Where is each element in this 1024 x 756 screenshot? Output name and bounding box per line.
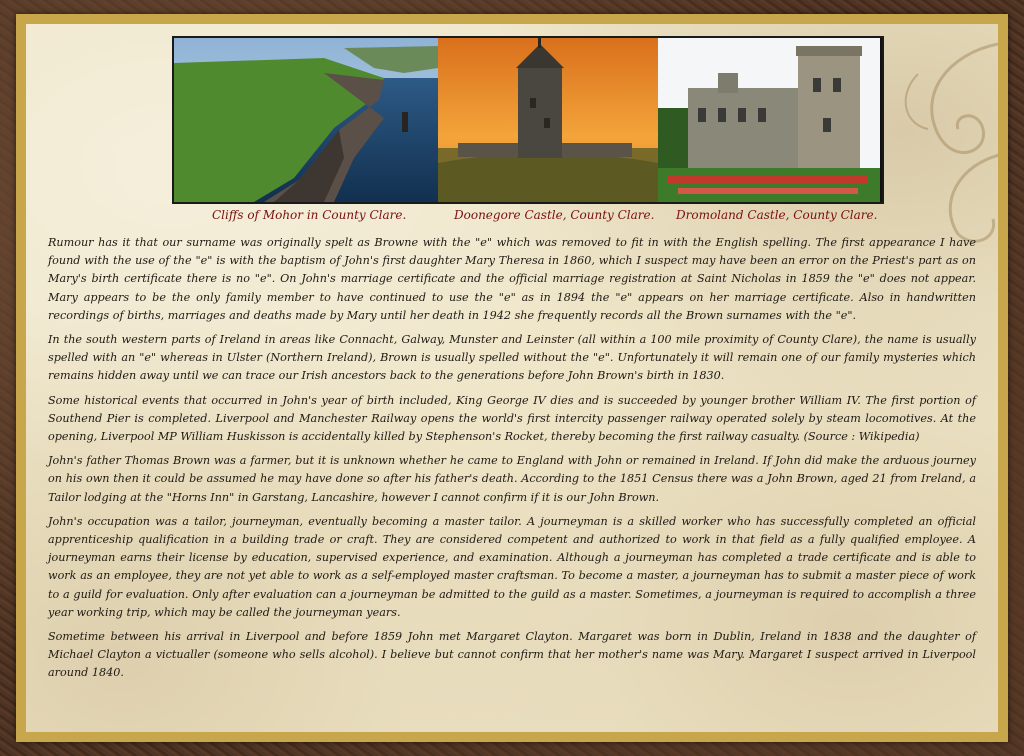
article-body	[48, 234, 976, 689]
doonegore-castle-photo	[438, 38, 658, 202]
paragraph-surname-spelling: Rumour has it that our surname was originally spelt as Browne with the "e" which was removed to fit in with the English spelling. The first appearance I have found with the use of the "e" is with the baptism of John's first daughter Mary Theresa in 1860, which I suspect may have been an error on the Priest's part as on Mary's birth certificate there is no "e". On John's marriage certificate and the official marriage registration at Saint Nicholas in 1859 the "e" does not appear. Mary appears to be the only family member to have continued to use the "e" as in 1894 the "e" appears on her marriage certificate. Also in handwritten recordings of births, marriages and deaths made by Mary until her death in 1942 she frequently records all the Brown surnames with the "e".	[48, 236, 976, 322]
paragraph-historical-events: Some historical events that occurred in John's year of birth included, King George IV dies and is succeeded by younger brother William IV. The first portion of Southend Pier is completed. Liverpool and Manchester Railway opens the world's first intercity passenger railway operated solely by steam locomotives. At the opening, Liverpool MP William Huskisson is accidentally killed by Stephenson's Rocket, thereby becoming the first railway casualty. (Source : Wikipedia)	[48, 393, 976, 444]
paragraph-father: John's father Thomas Brown was a farmer, but it is unknown whether he came to England with John or remained in Ireland. If John did make the arduous journey on his own then it could be assumed he may have done so after his father's death. According to the 1851 Census there was a John Brown, aged 21 from Ireland, a Tailor lodging at the "Horns Inn" in Garstang, Lancashire, however I cannot confirm if it is our John Brown.	[48, 454, 976, 504]
caption-doonegore-castle: Doonegore Castle, County Clare.	[454, 208, 655, 222]
cliffs-of-mohor-photo	[174, 38, 438, 202]
dromoland-castle-photo	[658, 38, 880, 202]
paragraph-regional-spelling: In the south western parts of Ireland in areas like Connacht, Galway, Munster and Leinster (all within a 100 mile proximity of County Clare), the name is usually spelled with an "e" whereas in Ulster (Northern Ireland), Brown is usually spelled without the "e". Unfortunately it will remain one of our family mysteries which remains hidden away until we can trace our Irish ancestors back to the generations before John Brown's birth in 1830.	[48, 333, 976, 383]
photo-strip	[172, 36, 884, 204]
caption-cliffs-of-mohor: Cliffs of Mohor in County Clare.	[212, 208, 407, 222]
paragraph-margaret-clayton: Sometime between his arrival in Liverpool and before 1859 John met Margaret Clayton. Margaret was born in Dublin, Ireland in 1838 and the daughter of Michael Clayton a victualler (someone who sells alcohol). I believe but cannot confirm that her mother's name was Mary. Margaret I suspect arrived in Liverpool around 1840.	[48, 630, 976, 680]
photo-captions	[172, 208, 880, 224]
caption-dromoland-castle: Dromoland Castle, County Clare.	[676, 208, 878, 222]
paragraph-occupation: John's occupation was a tailor, journeyman, eventually becoming a master tailor. A journeyman is a skilled worker who has successfully completed an official apprenticeship qualification in a building trade or craft. They are considered competent and authorized to work in that field as a fully qualified employee. A journeyman earns their license by education, supervised experience, and examination. Although a journeyman has completed a trade certificate and is able to work as an employee, they are not yet able to work as a self-employed master craftsman. To become a master, a journeyman has to submit a master piece of work to a guild for evaluation. Only after evaluation can a journeyman be admitted to the guild as a master. Sometimes, a journeyman is required to accomplish a three year working trip, which may be called the journeyman years.	[48, 514, 976, 619]
parchment-page	[26, 24, 998, 732]
gold-frame	[16, 14, 1008, 742]
